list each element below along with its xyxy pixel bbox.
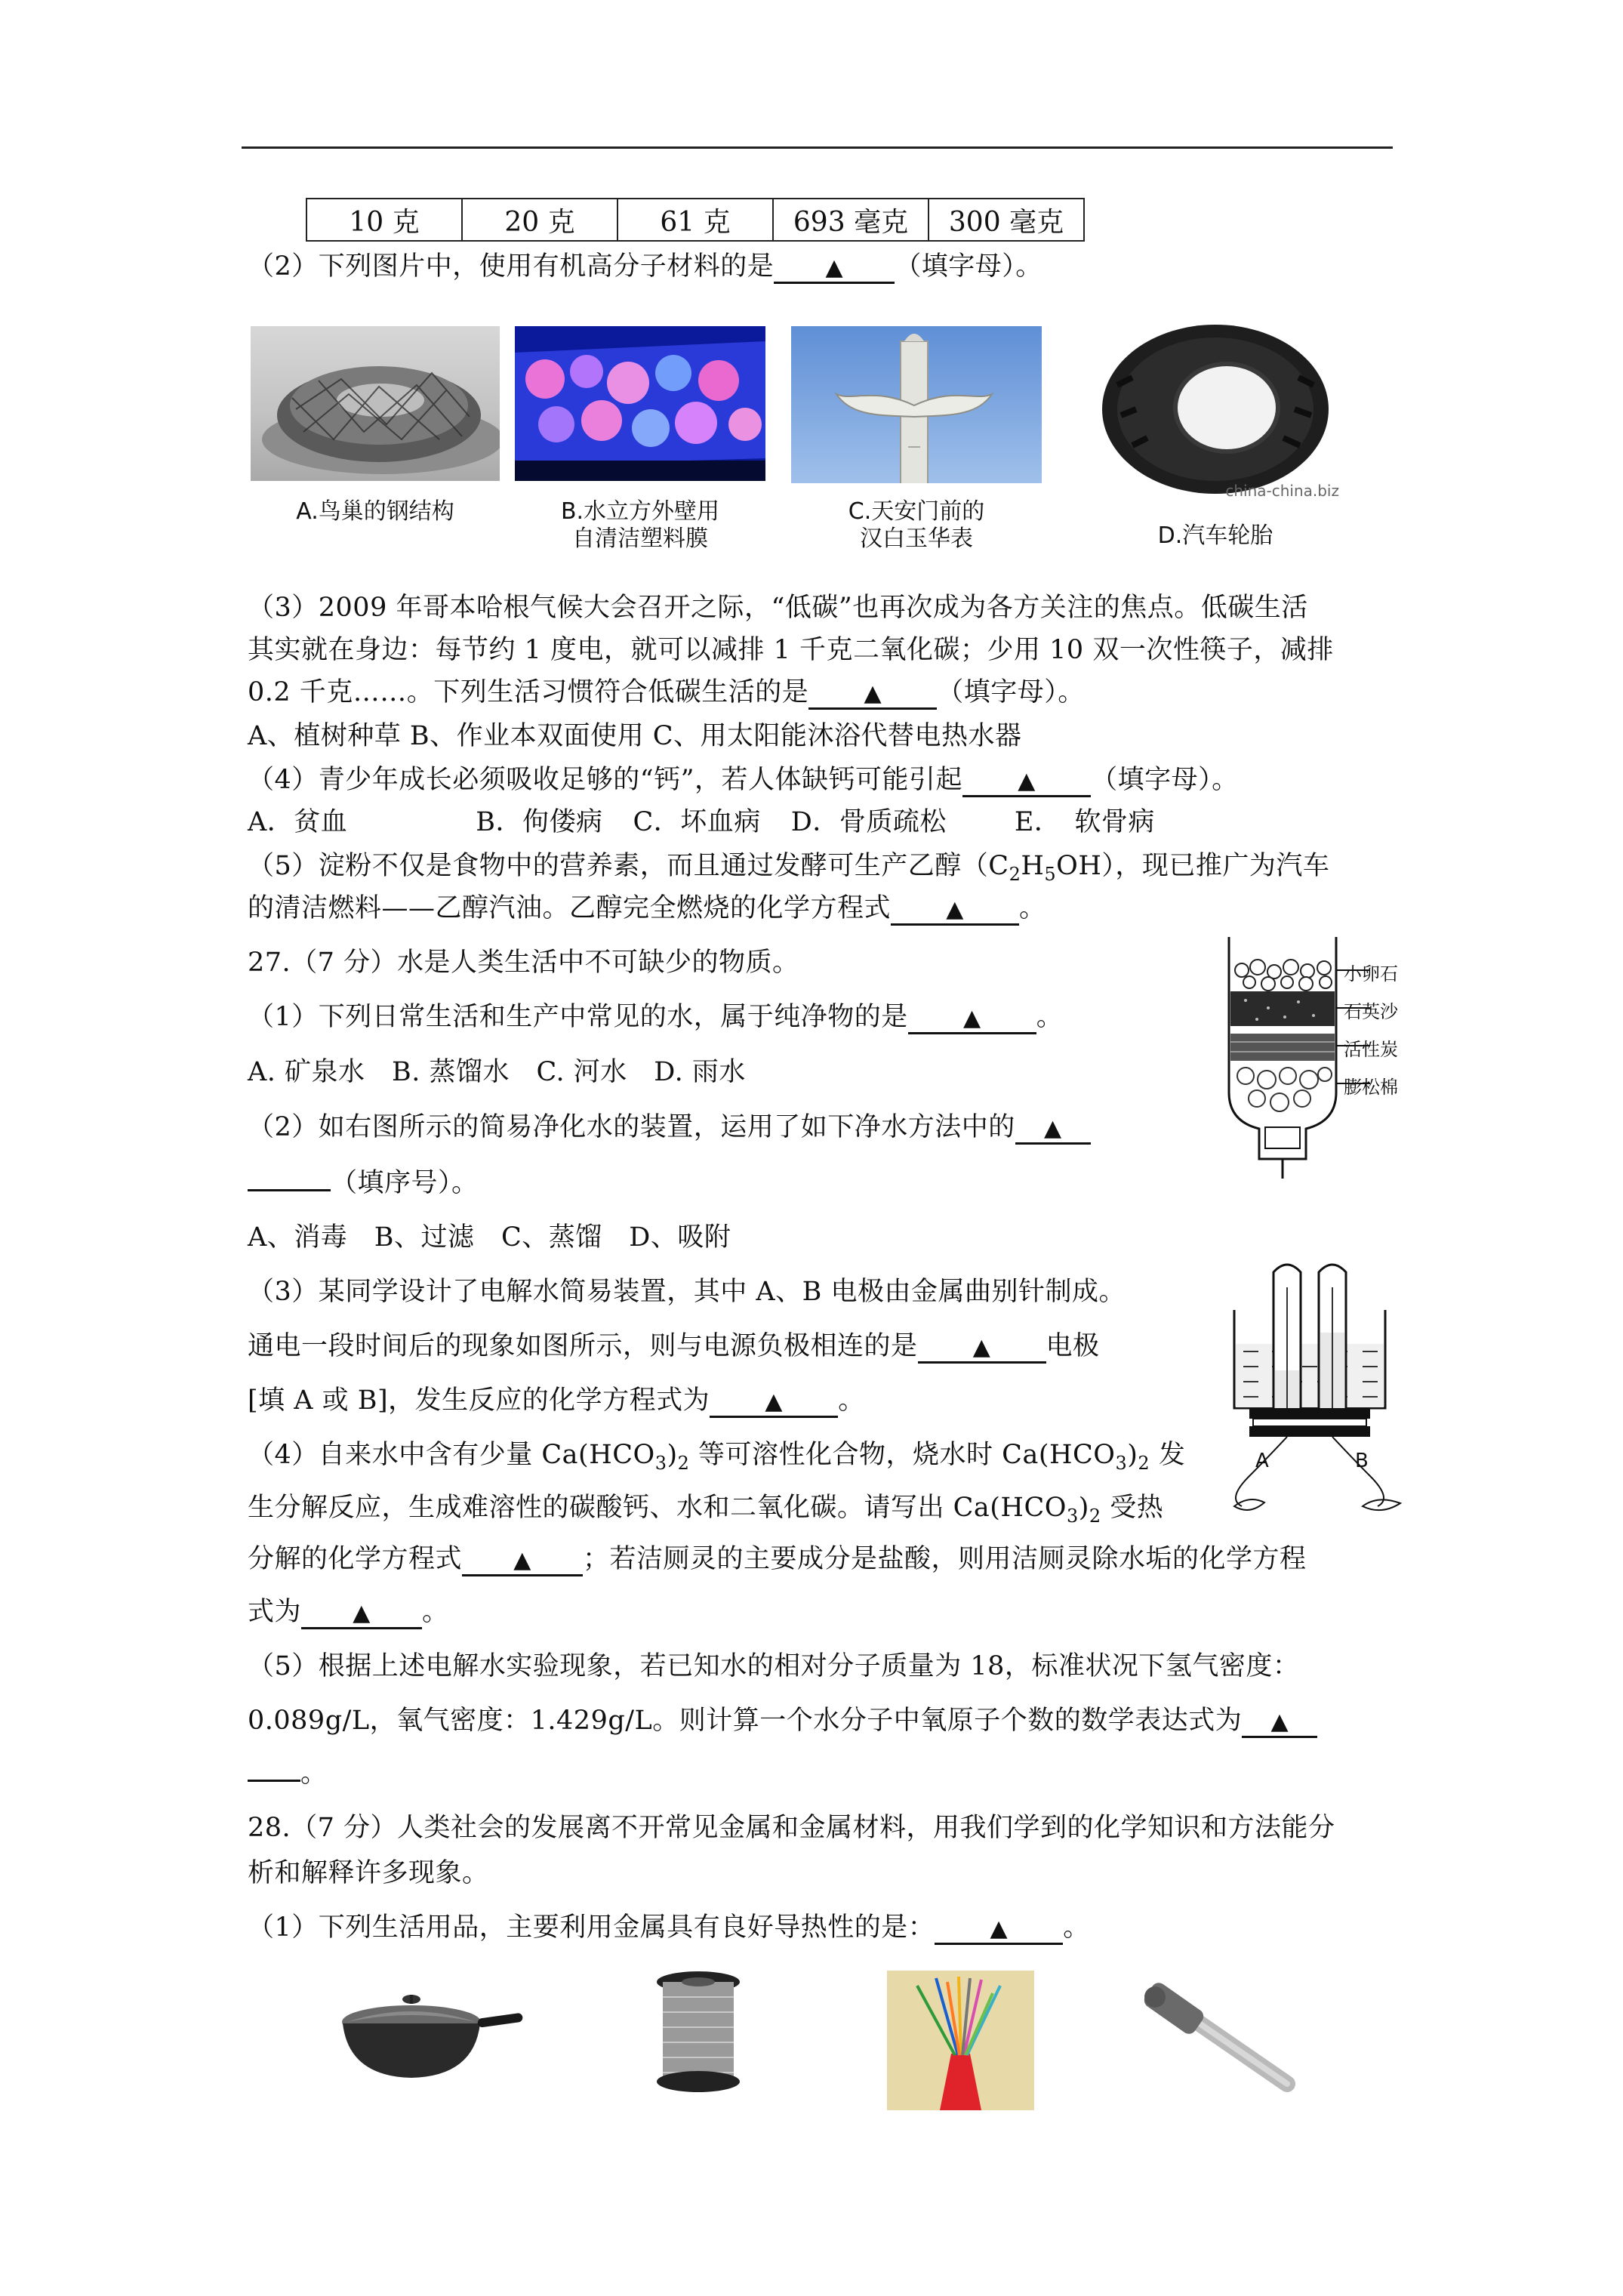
huabiao-illustration	[791, 326, 1042, 483]
answer-blank[interactable]: ▲	[1015, 1114, 1091, 1145]
huabiao-image	[791, 326, 1042, 483]
tire-image	[1087, 317, 1344, 506]
answer-blank[interactable]: ▲	[808, 679, 937, 710]
q26-part5-line1: （5）淀粉不仅是食物中的营养素，而且通过发酵可生产乙醇$(C_2H_5OH)$，现已推广为汽车	[248, 851, 1330, 885]
q27-part1: （1）下列日常生活和生产中常见的水，属于纯净物的是 ▲ 。	[248, 1000, 1063, 1034]
wok-image	[332, 1978, 528, 2091]
answer-blank[interactable]: ▲	[935, 1914, 1063, 1945]
q26-part3-line2: 其实就在身边：每节约 1 度电，就可以减排 1 千克二氧化碳；少用 10 双一次性筷子，减排	[248, 635, 1334, 665]
q27-part3-line2: 通电一段时间后的现象如图所示，则与电源负极相连的是 ▲ 电极	[248, 1329, 1100, 1364]
q26-part2: （2）下列图片中，使用有机高分子材料的是 ▲ （填字母）。	[248, 249, 1042, 284]
electrode-a-label: A	[1255, 1450, 1269, 1472]
table-cell: 20 克	[462, 199, 617, 241]
caption-a: A.鸟巢的钢结构	[296, 498, 454, 525]
caption-d: D.汽车轮胎	[1157, 522, 1273, 549]
q26-part4: （4）青少年成长必须吸收足够的“钙”，若人体缺钙可能引起 ▲ （填字母）。	[248, 763, 1239, 797]
q26-part3-line1: （3）2009 年哥本哈根气候大会召开之际，“低碳”也再次成为各方关注的焦点。低碳生活	[248, 593, 1308, 623]
answer-blank[interactable]: ▲	[774, 253, 895, 284]
electrolysis-apparatus	[1212, 1257, 1415, 1518]
answer-blank-cont[interactable]	[248, 1189, 331, 1191]
q26-part3-line3: 0.2 千克……。下列生活习惯符合低碳生活的是 ▲ （填字母）。	[248, 675, 1085, 710]
wok-illustration	[332, 1978, 528, 2091]
table-row	[306, 199, 1084, 241]
answer-blank-cont[interactable]	[248, 1780, 300, 1782]
q27-part4-line4: 式为 ▲ 。	[248, 1595, 449, 1629]
answer-blank[interactable]: ▲	[962, 766, 1091, 797]
nutrition-table	[306, 198, 1085, 242]
q27-part5-line2: 0.089g/L，氧气密度：1.429g/L。则计算一个水分子中氧原子个数的数学表达式为 ▲	[248, 1703, 1317, 1738]
answer-blank[interactable]: ▲	[301, 1598, 422, 1629]
label-pebbles: 小卵石	[1344, 963, 1398, 985]
q27-part5-line1: （5）根据上述电解水实验现象，若已知水的相对分子质量为 18，标准状况下氢气密度：	[248, 1651, 1300, 1681]
q28-title-line2: 析和解释许多现象。	[248, 1858, 489, 1888]
answer-blank[interactable]: ▲	[908, 1003, 1036, 1034]
table-cell: 10 克	[306, 199, 462, 241]
hammer-illustration	[1132, 1978, 1302, 2099]
q26-part4-options: A．贫血 B．佝偻病 C．坏血病 D．骨质疏松 E． 软骨病	[248, 807, 1155, 837]
wire-spool-illustration	[649, 1967, 747, 2099]
electrolysis-diagram	[1212, 1257, 1415, 1518]
answer-blank[interactable]: ▲	[891, 895, 1019, 926]
wire-spool-image	[649, 1967, 747, 2099]
answer-blank[interactable]: ▲	[1242, 1707, 1317, 1738]
caption-b: B.水立方外壁用 自清洁塑料膜	[560, 498, 720, 552]
q27-part2-options: A、消毒 B、过滤 C、蒸馏 D、吸附	[248, 1222, 731, 1253]
q27-part4-line2: 生分解反应，生成难溶性的碳酸钙、水和二氧化碳。请写出 $Ca(HCO_3)_2$ 受热	[248, 1493, 1164, 1527]
q27-part1-options: A. 矿泉水 B. 蒸馏水 C. 河水 D. 雨水	[248, 1057, 746, 1087]
label-cotton: 膨松棉	[1344, 1077, 1398, 1098]
cable-image	[887, 1971, 1034, 2110]
label-quartz-sand: 石英沙	[1344, 1001, 1398, 1022]
q28-part1: （1）下列生活用品，主要利用金属具有良好导热性的是： ▲ 。	[248, 1910, 1090, 1945]
q27-title: 27.（7 分）水是人类生活中不可缺少的物质。	[248, 948, 799, 978]
q27-part4-line3: 分解的化学方程式 ▲ ；若洁厕灵的主要成分是盐酸，则用洁厕灵除水垢的化学方程	[248, 1542, 1307, 1576]
table-cell: 300 毫克	[929, 199, 1084, 241]
cable-illustration	[887, 1971, 1034, 2110]
q27-part5-line3: 。	[248, 1756, 328, 1791]
answer-blank[interactable]: ▲	[918, 1333, 1046, 1364]
q27-part2-line1: （2）如右图所示的简易净化水的装置，运用了如下净水方法中的 ▲	[248, 1110, 1091, 1145]
q28-title-line1: 28.（7 分）人类社会的发展离不开常见金属和金属材料，用我们学到的化学知识和方法能分	[248, 1813, 1335, 1843]
q27-part2-line2: （填序号）。	[248, 1166, 479, 1200]
water-cube-image	[515, 326, 765, 481]
q26-part3-options: A、植树种草 B、作业本双面使用 C、用太阳能沐浴代替电热水器	[248, 721, 1022, 751]
header-rule	[242, 146, 1393, 149]
watermark: china-china.biz	[1225, 482, 1339, 500]
bird-nest-illustration	[251, 326, 500, 481]
bird-nest-image	[251, 326, 500, 481]
answer-blank[interactable]: ▲	[710, 1387, 838, 1418]
table-cell: 693 毫克	[773, 199, 929, 241]
electrode-b-label: B	[1355, 1450, 1369, 1472]
q27-part3-line3: [填 A 或 B]，发生反应的化学方程式为 ▲ 。	[248, 1383, 865, 1418]
q27-part4-line1: （4）自来水中含有少量 $Ca(HCO_3)_2$ 等可溶性化合物，烧水时 $Ca(HCO_3)_2$ 发	[248, 1440, 1186, 1474]
label-activated-carbon: 活性炭	[1344, 1039, 1398, 1060]
caption-c: C.天安门前的 汉白玉华表	[848, 498, 985, 552]
answer-blank[interactable]: ▲	[462, 1546, 583, 1576]
q27-part3-line1: （3）某同学设计了电解水简易装置，其中 A、B 电极由金属曲别针制成。	[248, 1277, 1126, 1307]
water-cube-illustration	[515, 326, 765, 481]
table-cell: 61 克	[617, 199, 773, 241]
q26-part5-line2: 的清洁燃料——乙醇汽油。乙醇完全燃烧的化学方程式 ▲ 。	[248, 891, 1046, 926]
tire-illustration	[1087, 317, 1344, 506]
water-filter-diagram	[1215, 932, 1412, 1182]
hammer-image	[1132, 1978, 1302, 2099]
